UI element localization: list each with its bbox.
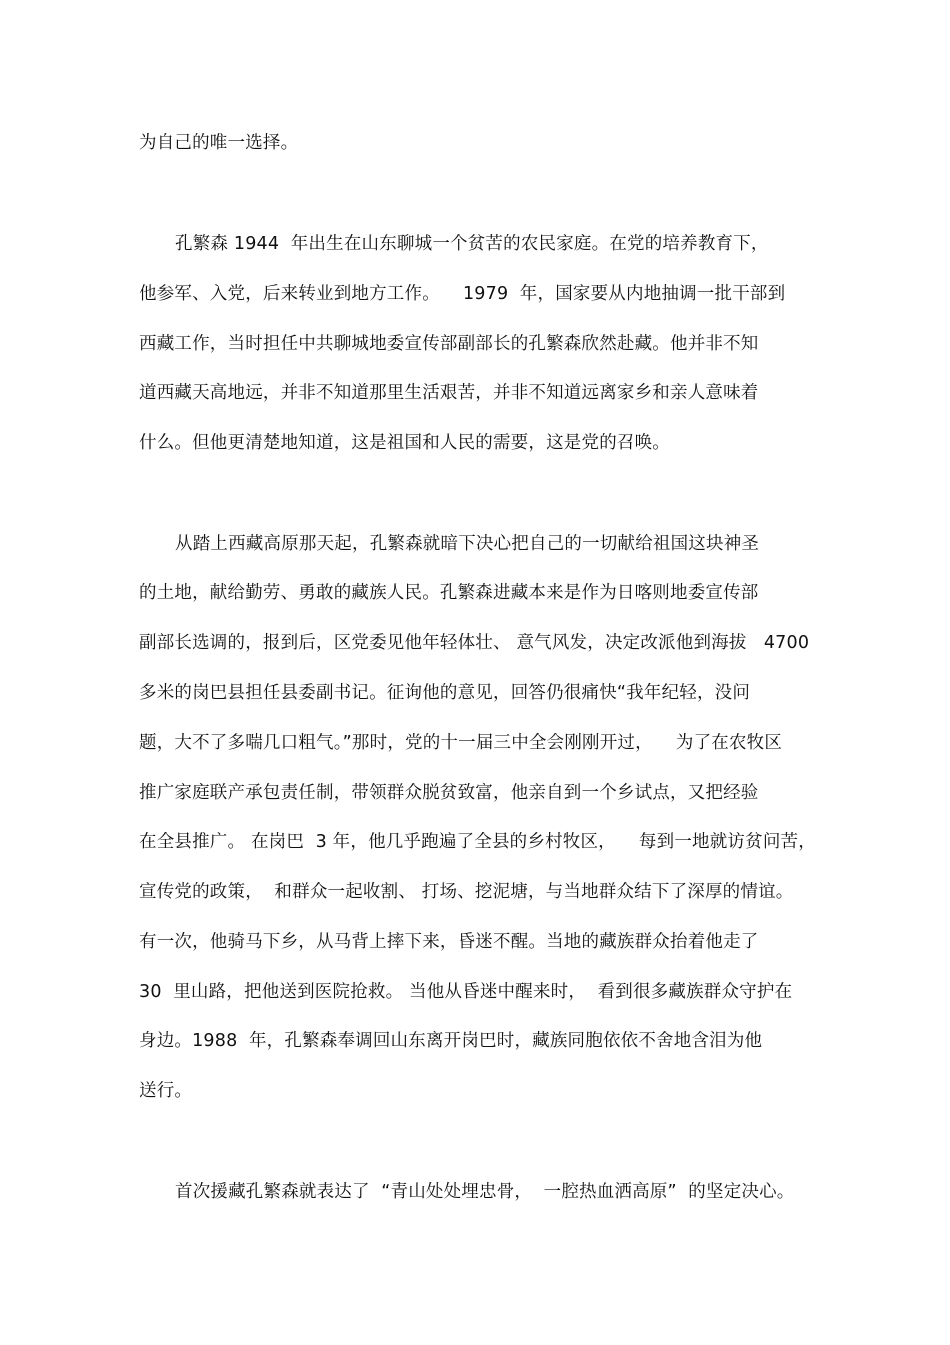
- text-line-1: 为自己的唯一选择。: [139, 133, 299, 153]
- text-line-4: 西藏工作，当时担任中共聊城地委宣传部副部长的孔繁森欣然赴藏。他并非不知: [139, 334, 759, 354]
- text-line-6: 什么。但他更清楚地知道，这是祖国和人民的需要，这是党的召唤。: [139, 433, 670, 453]
- text-line-3: 他参军、入党，后来转业到地方工作。 1979 年，国家要从内地抽调一批干部到: [139, 284, 786, 304]
- text-line-11: 题，大不了多喘几口粗气。”那时，党的十一届三中全会刚刚开过， 为了在农牧区: [139, 733, 783, 753]
- text-line-15: 有一次，他骑马下乡，从马背上摔下来，昏迷不醒。当地的藏族群众抬着他走了: [139, 932, 759, 952]
- text-line-10: 多米的岗巴县担任县委副书记。征询他的意见，回答仍很痛快“我年纪轻，没问: [139, 683, 751, 703]
- text-line-9: 副部长选调的，报到后，区党委见他年轻体壮、 意气风发，决定改派他到海拔 4700: [139, 633, 810, 653]
- text-line-7: 从踏上西藏高原那天起，孔繁森就暗下决心把自己的一切献给祖国这块神圣: [175, 534, 760, 554]
- text-line-12: 推广家庭联产承包责任制，带领群众脱贫致富，他亲自到一个乡试点，又把经验: [139, 783, 759, 803]
- text-line-17: 身边。1988 年，孔繁森奉调回山东离开岗巴时，藏族同胞依依不舍地含泪为他: [139, 1031, 763, 1051]
- text-line-2: 孔繁森 1944 年出生在山东聊城一个贫苦的农民家庭。在党的培养教育下，: [175, 234, 769, 254]
- text-line-5: 道西藏天高地远，并非不知道那里生活艰苦，并非不知道远离家乡和亲人意味着: [139, 383, 759, 403]
- text-line-19: 首次援藏孔繁森就表达了 “青山处处埋忠骨， 一腔热血洒高原” 的坚定决心。: [175, 1182, 795, 1202]
- text-line-18: 送行。: [139, 1081, 193, 1101]
- text-line-13: 在全县推广。 在岗巴 3 年，他几乎跑遍了全县的乡村牧区， 每到一地就访贫问苦，: [139, 832, 816, 852]
- text-line-8: 的土地，献给勤劳、勇敢的藏族人民。孔繁森进藏本来是作为日喀则地委宣传部: [139, 583, 759, 603]
- text-line-16: 30 里山路，把他送到医院抢救。 当他从昏迷中醒来时， 看到很多藏族群众守护在: [139, 982, 793, 1002]
- text-line-14: 宣传党的政策， 和群众一起收割、 打场、挖泥塘，与当地群众结下了深厚的情谊。: [139, 882, 794, 902]
